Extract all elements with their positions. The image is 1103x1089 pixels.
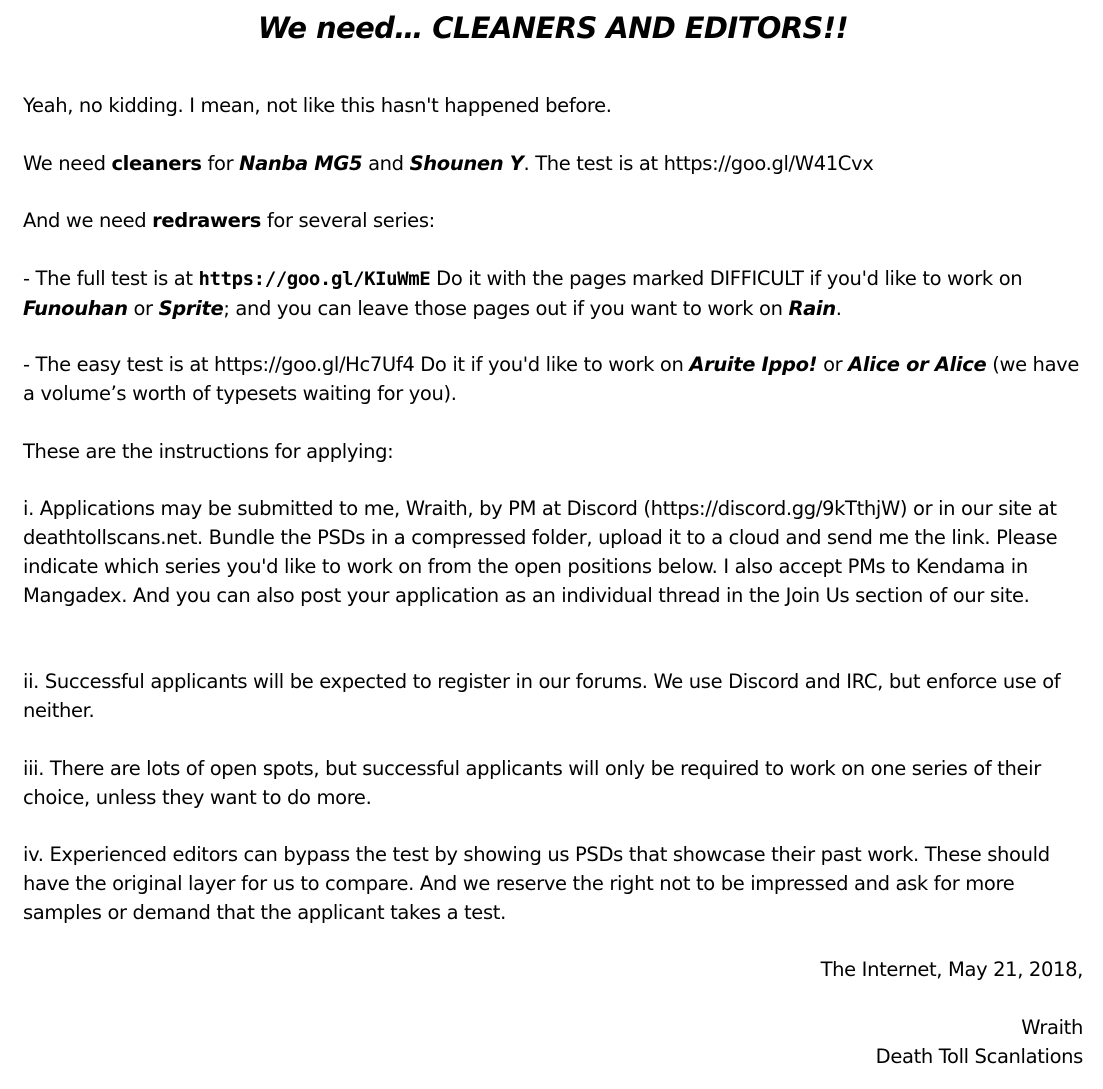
- full-test-link[interactable]: https://goo.gl/KIuWmE: [198, 268, 431, 290]
- series-title: Sprite: [158, 297, 224, 320]
- series-title: Rain: [788, 297, 836, 320]
- redrawers-paragraph: And we need redrawers for several series:: [23, 209, 435, 232]
- cleaners-paragraph: We need cleaners for Nanba MG5 and Shounen Y. The test is at https://goo.gl/W41Cvx: [23, 152, 874, 175]
- easy-test-paragraph: - The easy test is at https://goo.gl/Hc7Uf4 Do it if you'd like to work on Aruite Ippo! or Alice or Alice (we have a volume’s worth of typesets waiting for you).: [23, 353, 1080, 405]
- redrawers-keyword: redrawers: [152, 209, 262, 232]
- page-title: We need… CLEANERS AND EDITORS!!: [257, 11, 849, 45]
- signature-name: Wraith: [1021, 1016, 1083, 1039]
- series-title: Aruite Ippo!: [689, 353, 818, 376]
- instructions-heading: These are the instructions for applying:: [23, 440, 394, 463]
- intro-paragraph: Yeah, no kidding. I mean, not like this hasn't happened before.: [23, 94, 612, 117]
- rule-iv-paragraph: iv. Experienced editors can bypass the test by showing us PSDs that showcase their past work. These should have the original layer for us to compare. And we reserve the right not to be impressed and ask for more samples or demand that the applicant takes a test.: [23, 843, 1050, 924]
- series-title: Shounen Y: [409, 152, 524, 175]
- rule-i-paragraph: i. Applications may be submitted to me, Wraith, by PM at Discord (https://discord.gg/9kTthjW) or in our site at deathtollscans.net. Bundle the PSDs in a compressed folder, upload it to a cloud and send me the link. Please indicate which series you'd like to work on from the open positions below. I also accept PMs to Kendama in Mangadex. And you can also post your application as an individual thread in the Join Us section of our site.: [23, 497, 1058, 607]
- dateline: The Internet, May 21, 2018,: [820, 958, 1083, 981]
- series-title: Funouhan: [23, 297, 128, 320]
- full-test-paragraph: - The full test is at https://goo.gl/KIuWmE Do it with the pages marked DIFFICULT if you'd like to work on Funouhan or Sprite; and you can leave those pages out if you want to work on Rain.: [23, 267, 1023, 320]
- signature-group: Death Toll Scanlations: [875, 1045, 1083, 1068]
- cleaners-keyword: cleaners: [111, 152, 202, 175]
- series-title: Nanba MG5: [239, 152, 363, 175]
- rule-iii-paragraph: iii. There are lots of open spots, but successful applicants will only be required to work on one series of their choice, unless they want to do more.: [23, 757, 1041, 809]
- rule-ii-paragraph: ii. Successful applicants will be expected to register in our forums. We use Discord and IRC, but enforce use of neither.: [23, 670, 1061, 722]
- series-title: Alice or Alice: [848, 353, 987, 376]
